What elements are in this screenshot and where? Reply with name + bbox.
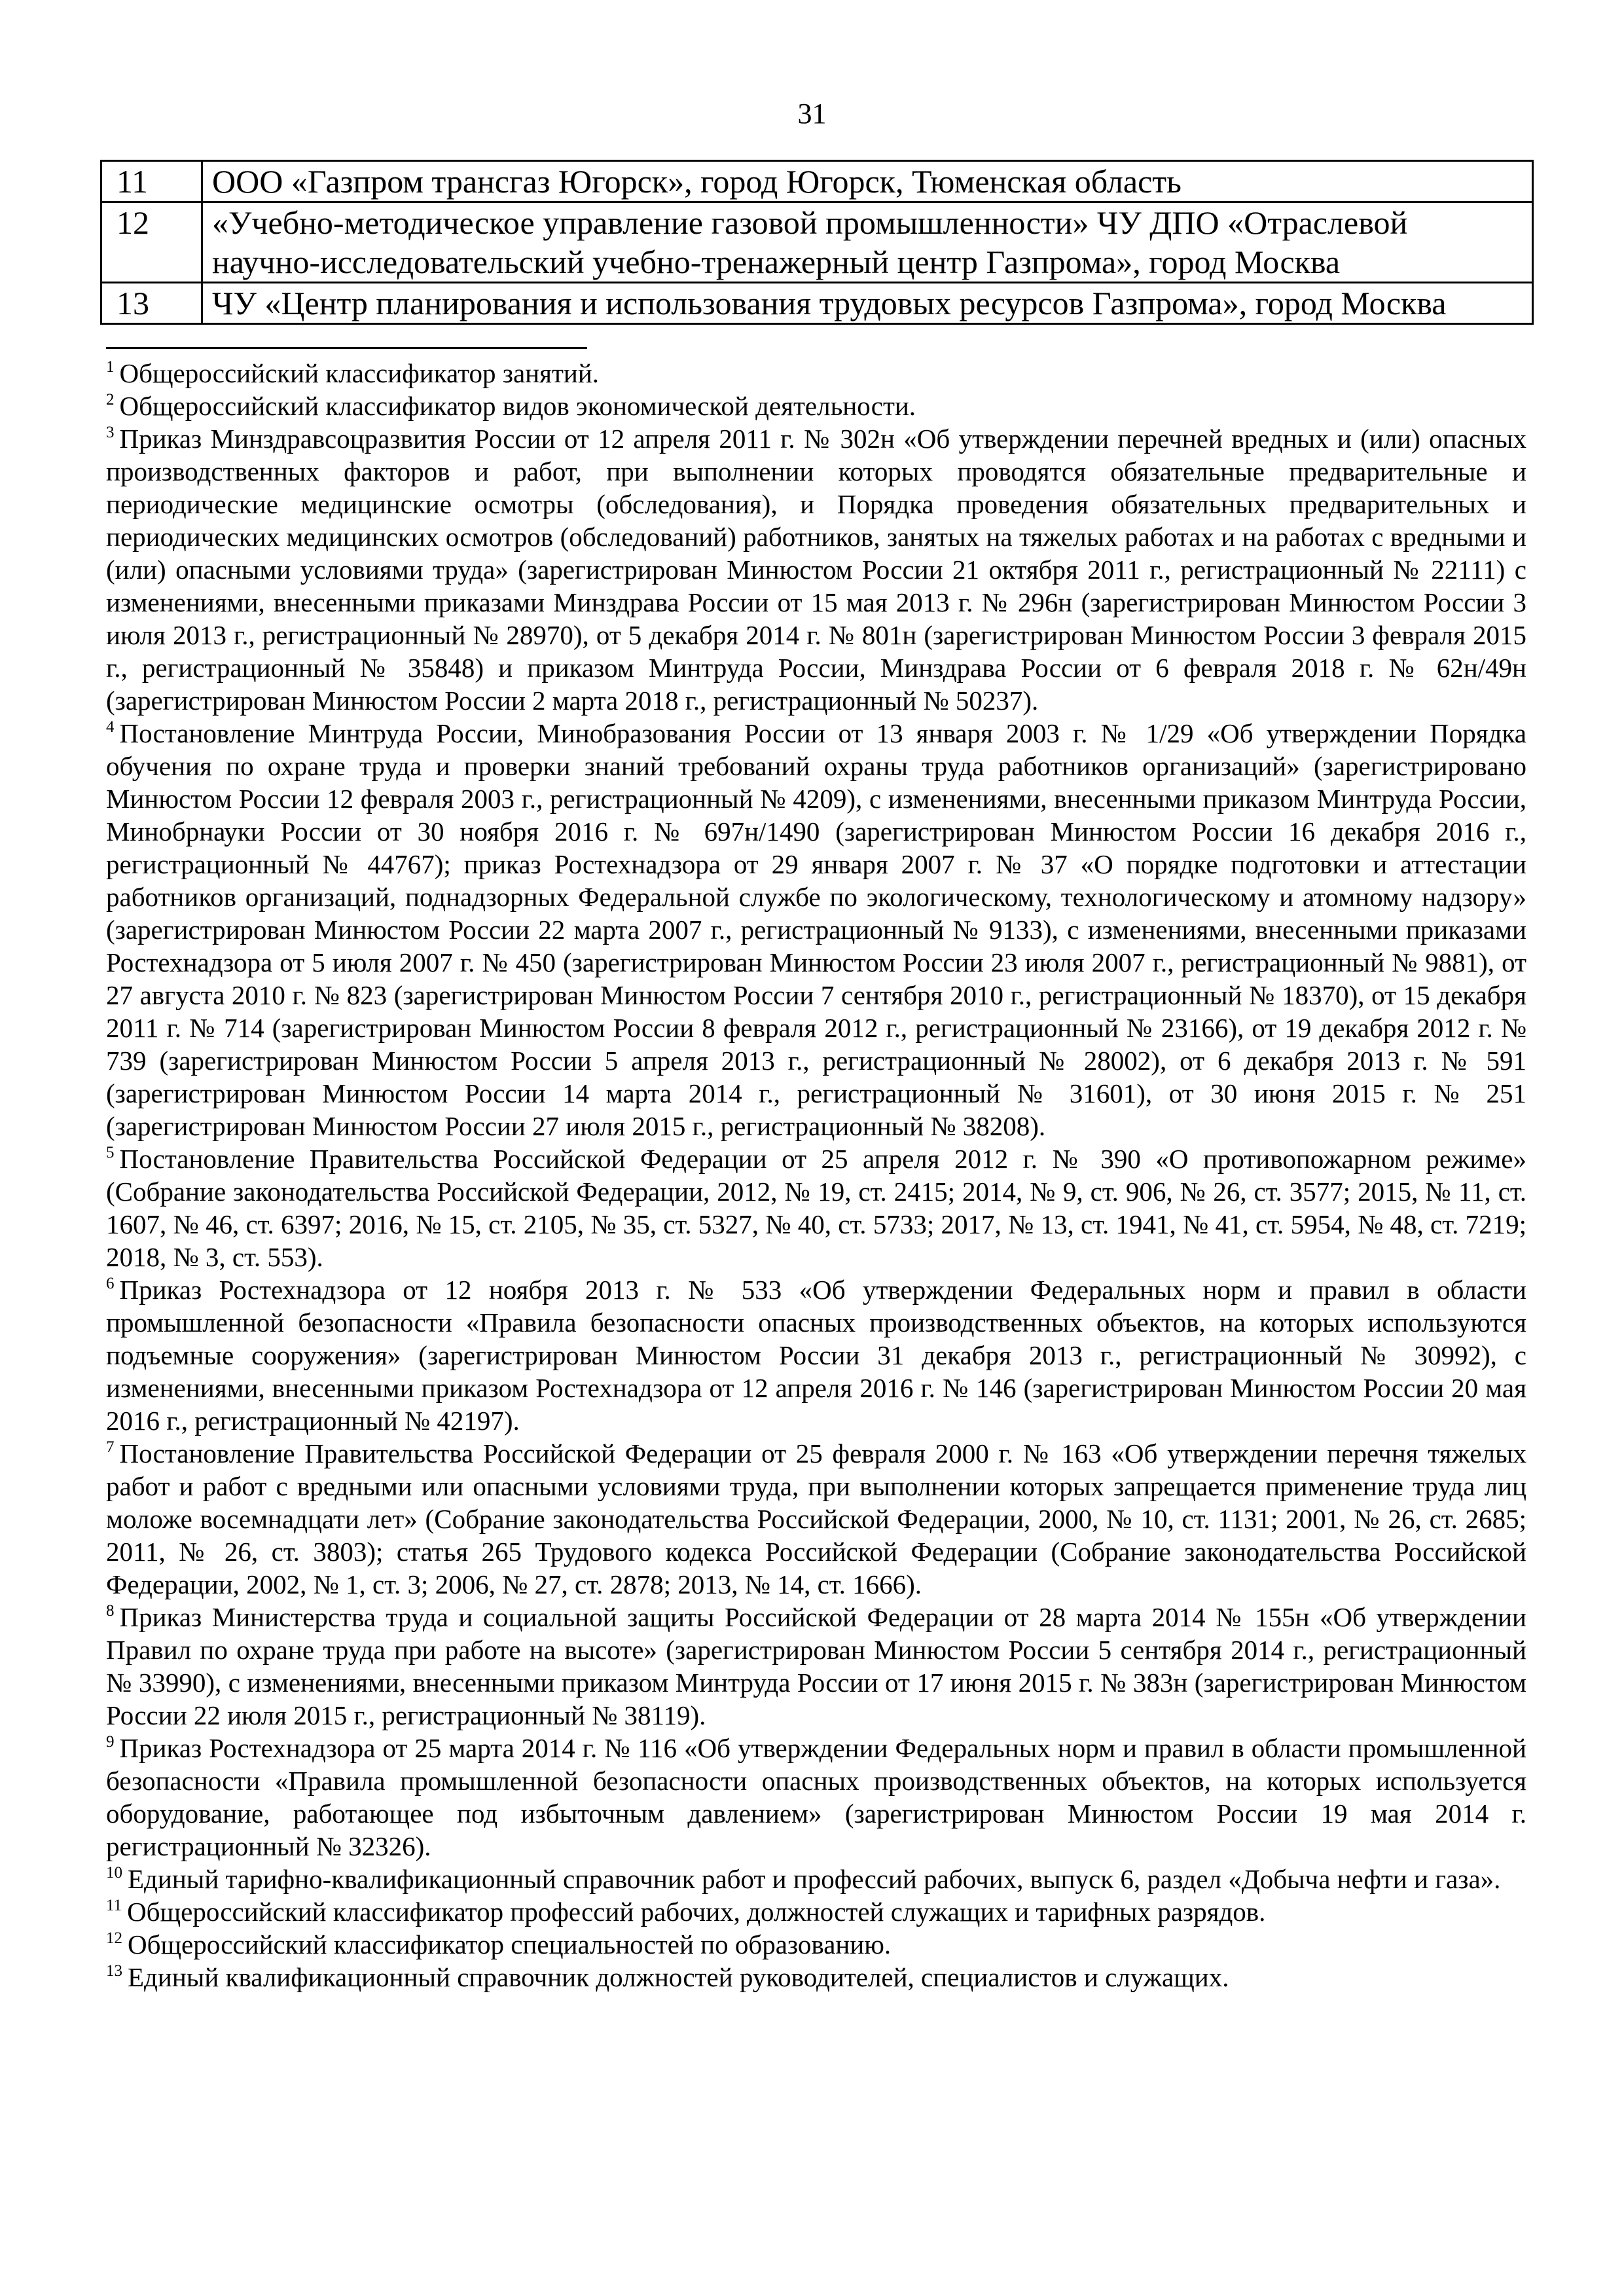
footnote-mark: 8 [106, 1602, 115, 1620]
footnote-7 [106, 1437, 1526, 1601]
footnote-5 [106, 1142, 1526, 1273]
row-number: 11 [101, 161, 202, 202]
footnote-text: Постановление Правительства Российской Федерации от 25 февраля 2000 г. № 163 «Об утверждении перечня тяжелых работ и работ с вредными или опасными условиями труда, при выполнении которых запрещается применение труда лиц моложе восемнадцати лет» (Собрание законодательства Российской Федерации, 2000, № 10, ст. 1131; 2001, № 26, ст. 2685; 2011, № 26, ст. 3803); статья 265 Трудового кодекса Российской Федерации (Собрание законодательства Российской Федерации, 2002, № 1, ст. 3; 2006, № 27, ст. 2878; 2013, № 14, ст. 1666). [106, 1438, 1526, 1599]
footnote-text: Общероссийский классификатор профессий рабочих, должностей служащих и тарифных разрядов. [127, 1897, 1266, 1927]
footnote-11 [106, 1895, 1526, 1928]
footnote-text: Общероссийский классификатор видов экономической деятельности. [119, 391, 916, 421]
row-number: 13 [101, 283, 202, 324]
footnote-mark: 13 [106, 1962, 122, 1980]
footnote-text: Приказ Ростехнадзора от 12 ноября 2013 г. № 533 «Об утверждении Федеральных норм и правил в области промышленной безопасности «Правила безопасности опасных производственных объектов, на которых используются подъемные сооружения» (зарегистрирован Минюстом России 31 декабря 2013 г., регистрационный № 30992), с изменениями, внесенными приказом Ростехнадзора от 12 апреля 2016 г. № 146 (зарегистрирован Минюстом России 20 мая 2016 г., регистрационный № 42197). [106, 1275, 1526, 1436]
table-row [101, 202, 1533, 283]
footnote-text: Общероссийский классификатор занятий. [119, 358, 600, 388]
footnote-mark: 1 [106, 358, 115, 376]
footnote-text: Приказ Ростехнадзора от 25 марта 2014 г. № 116 «Об утверждении Федеральных норм и правил в области промышленной безопасности «Правила промышленной безопасности опасных производственных объектов, на которых используется оборудование, работающее под избыточным давлением» (зарегистрирован Минюстом России 19 мая 2014 г. регистрационный № 32326). [106, 1733, 1526, 1861]
footnote-text: Приказ Минздравсоцразвития России от 12 апреля 2011 г. № 302н «Об утверждении перечней вредных и (или) опасных производственных факторов и работ, при выполнении которых проводятся обязательные предварительные и периодические медицинские осмотры (обследования), и Порядка проведения обязательных предварительных и периодических медицинских осмотров (обследований) работников, занятых на тяжелых работах и на работах с вредными и (или) опасными условиями труда» (зарегистрирован Минюстом России 21 октября 2011 г., регистрационный № 22111) с изменениями, внесенными приказами Минздрава России от 15 мая 2013 г. № 296н (зарегистрирован Минюстом России 3 июля 2013 г., регистрационный № 28970), от 5 декабря 2014 г. № 801н (зарегистрирован Минюстом России 3 февраля 2015 г., регистрационный № 35848) и приказом Минтруда России, Минздрава России от 6 февраля 2018 г. № 62н/49н (зарегистрирован Минюстом России 2 марта 2018 г., регистрационный № 50237). [106, 424, 1526, 716]
footnote-6 [106, 1273, 1526, 1437]
row-text: ЧУ «Центр планирования и использования трудовых ресурсов Газпрома», город Москва [202, 283, 1533, 324]
footnote-text: Общероссийский классификатор специальностей по образованию. [128, 1929, 892, 1959]
footnote-mark: 12 [106, 1929, 122, 1947]
footnote-mark: 7 [106, 1438, 115, 1456]
footnote-3 [106, 422, 1526, 717]
footnote-mark: 6 [106, 1275, 115, 1292]
footnote-13 [106, 1961, 1526, 1994]
footnote-mark: 3 [106, 424, 115, 441]
footnote-mark: 4 [106, 718, 115, 736]
footnote-mark: 5 [106, 1144, 115, 1161]
organizations-table [100, 160, 1534, 325]
footnote-mark: 9 [106, 1733, 115, 1751]
footnote-2 [106, 390, 1526, 422]
footnote-9 [106, 1732, 1526, 1863]
footnote-1 [106, 357, 1526, 390]
footnote-10 [106, 1863, 1526, 1895]
footnote-text: Приказ Министерства труда и социальной защиты Российской Федерации от 28 марта 2014 № 155н «Об утверждении Правил по охране труда при работе на высоте» (зарегистрирован Минюстом России 5 сентября 2014 г., регистрационный № 33990), с изменениями, внесенными приказом Минтруда России от 17 июня 2015 г. № 383н (зарегистрирован Минюстом России 22 июля 2015 г., регистрационный № 38119). [106, 1602, 1526, 1730]
row-number: 12 [101, 202, 202, 283]
table-row [101, 161, 1533, 202]
page-number: 31 [797, 98, 827, 130]
table-row [101, 283, 1533, 324]
footnote-text: Единый тарифно-квалификационный справочник работ и профессий рабочих, выпуск 6, раздел «Добыча нефти и газа». [128, 1864, 1501, 1894]
footnote-text: Постановление Минтруда России, Минобразования России от 13 января 2003 г. № 1/29 «Об утверждении Порядка обучения по охране труда и проверки знаний требований охраны труда работников организаций» (зарегистрировано Минюстом России 12 февраля 2003 г., регистрационный № 4209), с изменениями, внесенными приказом Минтруда России, Минобрнауки России от 30 ноября 2016 г. № 697н/1490 (зарегистрирован Минюстом России 16 декабря 2016 г., регистрационный № 44767); приказ Ростехнадзора от 29 января 2007 г. № 37 «О порядке подготовки и аттестации работников организаций, поднадзорных Федеральной службе по экологическому, технологическому и атомному надзору» (зарегистрирован Минюстом России 22 марта 2007 г., регистрационный № 9133), с изменениями, внесенными приказами Ростехнадзора от 5 июля 2007 г. № 450 (зарегистрирован Минюстом России 23 июля 2007 г., регистрационный № 9881), от 27 августа 2010 г. № 823 (зарегистрирован Минюстом России 7 сентября 2010 г., регистрационный № 18370), от 15 декабря 2011 г. № 714 (зарегистрирован Минюстом России 8 февраля 2012 г., регистрационный № 23166), от 19 декабря 2012 г. № 739 (зарегистрирован Минюстом России 5 апреля 2013 г., регистрационный № 28002), от 6 декабря 2013 г. № 591 (зарегистрирован Минюстом России 14 марта 2014 г., регистрационный № 31601), от 30 июня 2015 г. № 251 (зарегистрирован Минюстом России 27 июля 2015 г., регистрационный № 38208). [106, 718, 1526, 1141]
footnotes [106, 357, 1526, 1994]
footnote-4 [106, 717, 1526, 1142]
footnote-text: Постановление Правительства Российской Федерации от 25 апреля 2012 г. № 390 «О противопожарном режиме» (Собрание законодательства Российской Федерации, 2012, № 19, ст. 2415; 2014, № 9, ст. 906, № 26, ст. 3577; 2015, № 11, ст. 1607, № 46, ст. 6397; 2016, № 15, ст. 2105, № 35, ст. 5327, № 40, ст. 5733; 2017, № 13, ст. 1941, № 41, ст. 5954, № 48, ст. 7219; 2018, № 3, ст. 553). [106, 1144, 1526, 1272]
footnote-mark: 11 [106, 1897, 122, 1914]
footnote-12 [106, 1928, 1526, 1961]
row-text: «Учебно-методическое управление газовой промышленности» ЧУ ДПО «Отраслевой научно-исследовательский учебно-тренажерный центр Газпрома», город Москва [202, 202, 1533, 283]
footnote-text: Единый квалификационный справочник должностей руководителей, специалистов и служащих. [128, 1962, 1229, 1992]
footnote-8 [106, 1601, 1526, 1732]
footnote-mark: 2 [106, 391, 115, 409]
row-text: ООО «Газпром трансгаз Югорск», город Югорск, Тюменская область [202, 161, 1533, 202]
footnote-separator [106, 347, 587, 349]
footnote-mark: 10 [106, 1864, 122, 1882]
